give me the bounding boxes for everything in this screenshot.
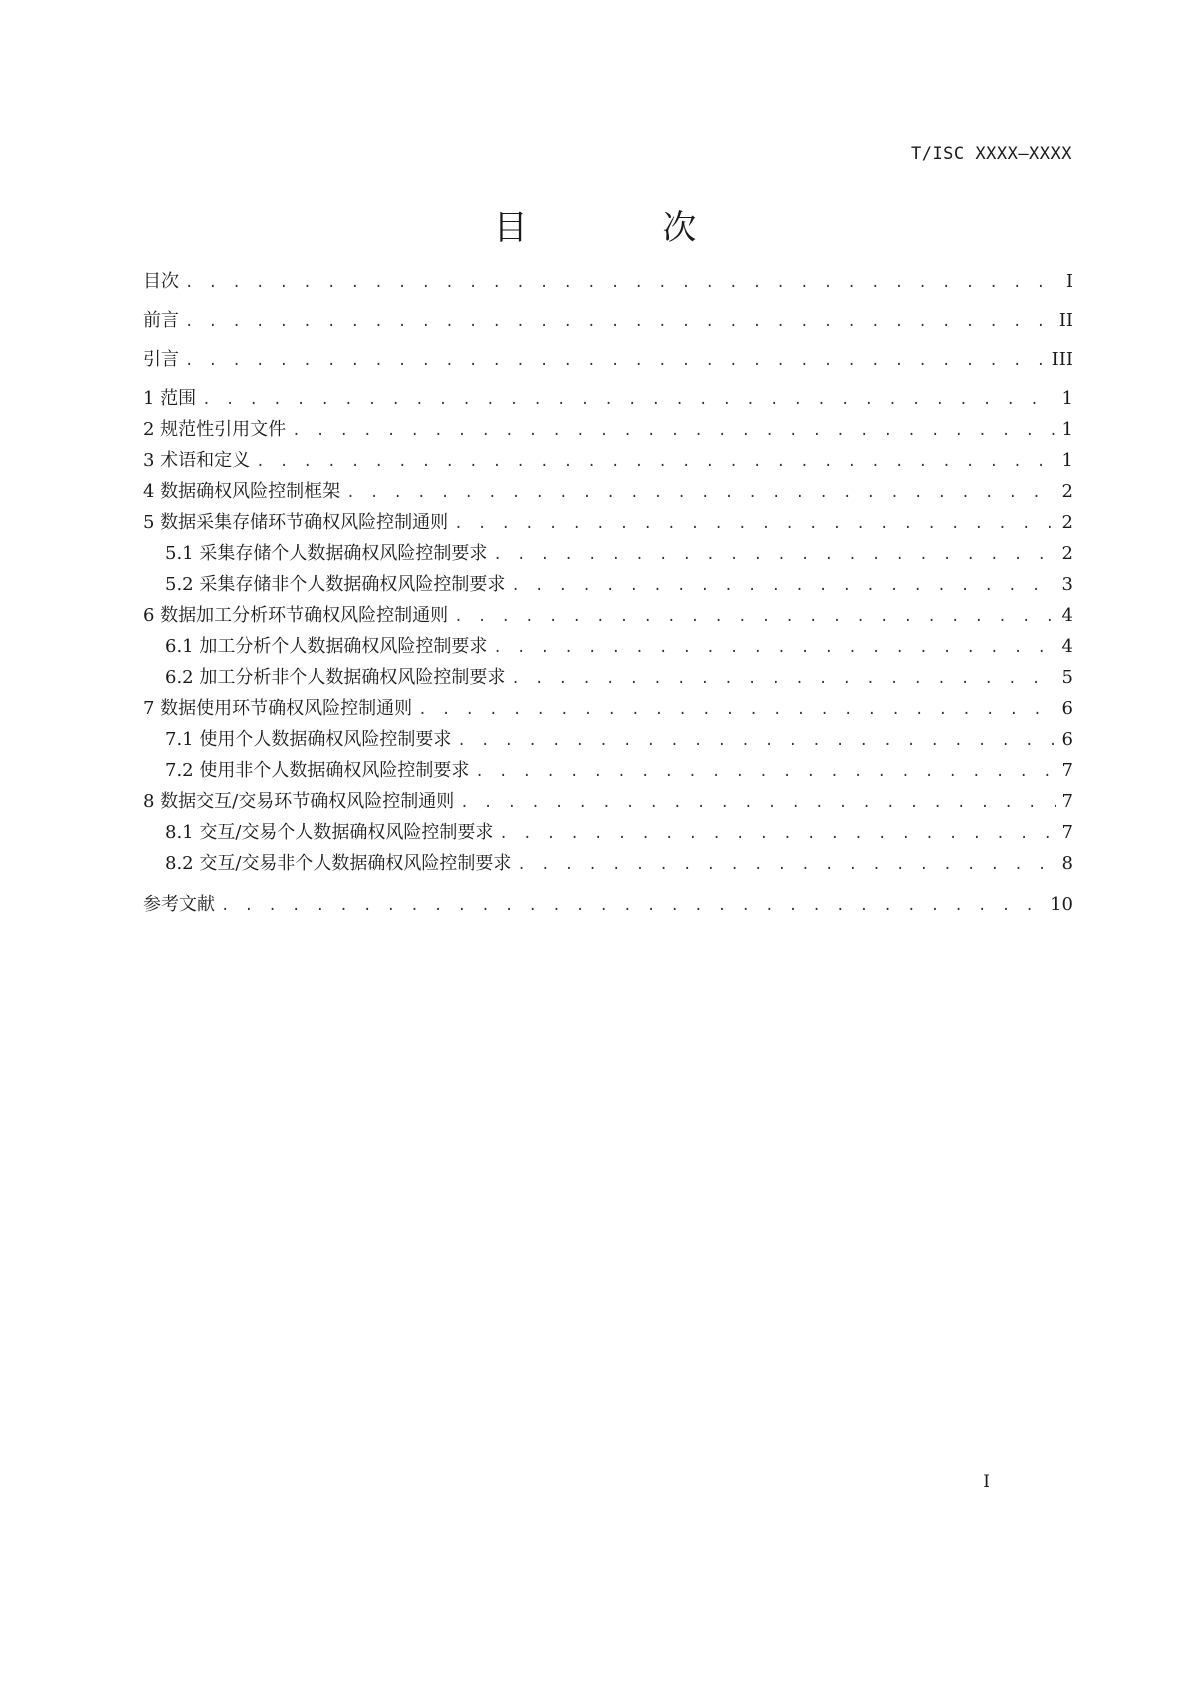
dot-leader: [454, 602, 1055, 633]
toc-entry-foreword[interactable]: [143, 301, 1073, 340]
toc-entry-page: 7: [1061, 760, 1073, 781]
toc-entry-introduction[interactable]: [143, 340, 1073, 379]
toc-entry-page: 2: [1061, 512, 1073, 533]
toc-entry-page: 4: [1061, 636, 1073, 657]
toc-entry-label: 7 数据使用环节确权风险控制通则: [143, 698, 413, 719]
toc-entry-page: 1: [1061, 419, 1073, 440]
toc-entry-8-1[interactable]: [143, 817, 1073, 848]
toc-entry-label: 8 数据交互/交易环节确权风险控制通则: [143, 791, 455, 812]
toc-entry-page: II: [1058, 310, 1073, 331]
toc-entry-page: 10: [1050, 894, 1073, 915]
dot-leader: [418, 695, 1055, 726]
dot-leader: [185, 342, 1046, 381]
toc-entry-page: 2: [1061, 543, 1073, 564]
toc-entry-label: 3 术语和定义: [143, 450, 251, 471]
table-of-contents: [143, 262, 1073, 920]
toc-entry-label: 8.1 交互/交易个人数据确权风险控制要求: [165, 822, 494, 843]
toc-entry-label: 4 数据确权风险控制框架: [143, 481, 341, 502]
toc-entry-page: 6: [1061, 698, 1073, 719]
toc-entry-label: 6.1 加工分析个人数据确权风险控制要求: [165, 636, 488, 657]
toc-entry-2[interactable]: [143, 414, 1073, 445]
toc-entry-page: 7: [1061, 822, 1073, 843]
toc-entry-8[interactable]: [143, 786, 1073, 817]
dot-leader: [493, 540, 1055, 571]
dot-leader: [185, 303, 1053, 342]
dot-leader: [202, 385, 1055, 416]
document-code: T/ISC XXXX—XXXX: [910, 144, 1072, 164]
toc-entry-3[interactable]: [143, 445, 1073, 476]
dot-leader: [499, 819, 1055, 850]
toc-entry-1[interactable]: [143, 383, 1073, 414]
toc-entry-label: 目次: [143, 271, 179, 292]
toc-entry-page: 1: [1061, 450, 1073, 471]
dot-leader: [517, 850, 1055, 881]
toc-title: 目 次: [493, 208, 759, 248]
toc-entry-5-2[interactable]: [143, 569, 1073, 600]
toc-entry-page: 8: [1061, 853, 1073, 874]
dot-leader: [292, 416, 1055, 447]
toc-entry-contents[interactable]: [143, 262, 1073, 301]
toc-entry-label: 前言: [143, 310, 179, 331]
toc-entry-label: 参考文献: [143, 894, 215, 915]
toc-entry-page: 7: [1061, 791, 1073, 812]
toc-entry-8-2[interactable]: [143, 848, 1073, 879]
toc-entry-label: 7.2 使用非个人数据确权风险控制要求: [165, 760, 470, 781]
dot-leader: [185, 264, 1057, 303]
toc-entry-page: 2: [1061, 481, 1073, 502]
toc-entry-label: 5.1 采集存储个人数据确权风险控制要求: [165, 543, 488, 564]
toc-entry-label: 2 规范性引用文件: [143, 419, 287, 440]
dot-leader: [475, 757, 1055, 788]
dot-leader: [460, 788, 1055, 819]
toc-entry-page: 3: [1061, 574, 1073, 595]
toc-entry-7[interactable]: [143, 693, 1073, 724]
toc-entry-page: 1: [1061, 388, 1073, 409]
toc-entry-label: 1 范围: [143, 388, 197, 409]
toc-entry-label: 6 数据加工分析环节确权风险控制通则: [143, 605, 449, 626]
toc-entry-page: III: [1051, 349, 1073, 370]
toc-entry-7-2[interactable]: [143, 755, 1073, 786]
toc-entry-page: I: [1065, 271, 1073, 292]
toc-entry-5-1[interactable]: [143, 538, 1073, 569]
toc-entry-page: 4: [1061, 605, 1073, 626]
dot-leader: [511, 571, 1055, 602]
toc-entry-6-2[interactable]: [143, 662, 1073, 693]
dot-leader: [221, 891, 1044, 922]
toc-entry-label: 7.1 使用个人数据确权风险控制要求: [165, 729, 452, 750]
toc-entry-label: 引言: [143, 349, 179, 370]
dot-leader: [454, 509, 1055, 540]
toc-entry-6-1[interactable]: [143, 631, 1073, 662]
toc-entry-5[interactable]: [143, 507, 1073, 538]
toc-entry-label: 5.2 采集存储非个人数据确权风险控制要求: [165, 574, 506, 595]
toc-entry-7-1[interactable]: [143, 724, 1073, 755]
toc-entry-6[interactable]: [143, 600, 1073, 631]
toc-entry-4[interactable]: [143, 476, 1073, 507]
toc-entry-page: 6: [1061, 729, 1073, 750]
toc-entry-label: 6.2 加工分析非个人数据确权风险控制要求: [165, 667, 506, 688]
page-number: I: [983, 1472, 990, 1492]
toc-entry-references[interactable]: [143, 889, 1073, 920]
dot-leader: [346, 478, 1055, 509]
dot-leader: [457, 726, 1055, 757]
dot-leader: [511, 664, 1055, 695]
toc-entry-label: 5 数据采集存储环节确权风险控制通则: [143, 512, 449, 533]
dot-leader: [493, 633, 1055, 664]
toc-entry-label: 8.2 交互/交易非个人数据确权风险控制要求: [165, 853, 512, 874]
dot-leader: [256, 447, 1055, 478]
toc-entry-page: 5: [1061, 667, 1073, 688]
